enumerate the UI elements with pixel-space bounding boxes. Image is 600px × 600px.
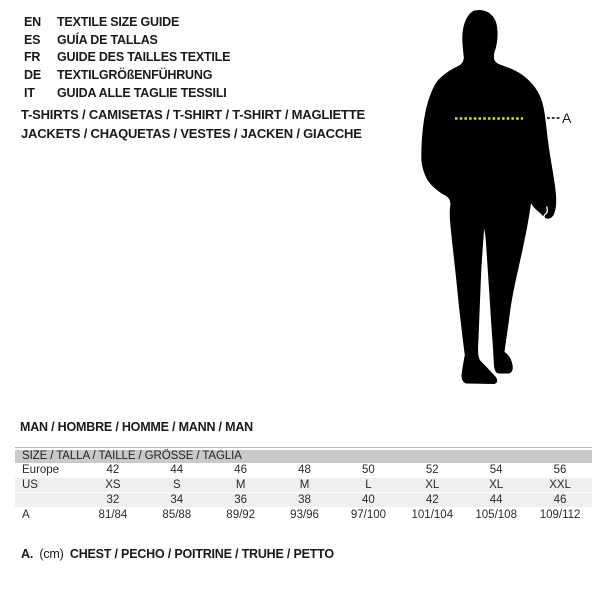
language-code: EN bbox=[24, 14, 41, 29]
category-line: T-SHIRTS / CAMISETAS / T-SHIRT / T-SHIRT / MAGLIETTE bbox=[21, 107, 365, 122]
footnote-text: CHEST / PECHO / POITRINE / TRUHE / PETTO bbox=[69, 547, 334, 561]
category-line: JACKETS / CHAQUETAS / VESTES / JACKEN / GIACCHE bbox=[21, 125, 362, 141]
man-silhouette bbox=[421, 10, 556, 384]
size-value: S bbox=[172, 479, 181, 491]
size-value: 38 bbox=[298, 494, 311, 506]
size-value: 97/100 bbox=[350, 509, 387, 521]
size-value: 40 bbox=[362, 494, 375, 506]
language-code: ES bbox=[24, 32, 41, 47]
footnote-unit: (cm) bbox=[39, 547, 64, 561]
footnote bbox=[21, 547, 334, 561]
row-label: US bbox=[22, 479, 38, 491]
section-title: MAN / HOMBRE / HOMME / MANN / MAN bbox=[20, 420, 253, 434]
size-value: 101/104 bbox=[411, 509, 454, 521]
man-silhouette-figure bbox=[405, 5, 580, 395]
language-row bbox=[24, 13, 230, 31]
size-value: 105/108 bbox=[475, 509, 517, 521]
language-code: DE bbox=[24, 67, 41, 82]
size-value: M bbox=[299, 479, 310, 491]
size-value: 50 bbox=[362, 464, 375, 476]
size-table bbox=[15, 447, 592, 523]
size-value: 32 bbox=[106, 494, 120, 506]
size-value: 52 bbox=[425, 464, 439, 476]
table-top-divider bbox=[15, 447, 592, 448]
language-row bbox=[24, 84, 230, 102]
size-table-row bbox=[15, 463, 592, 478]
size-value: XL bbox=[425, 479, 440, 491]
size-value: 44 bbox=[170, 464, 184, 476]
size-value: 109/112 bbox=[539, 509, 581, 521]
size-value: 54 bbox=[489, 464, 503, 476]
size-value: 93/96 bbox=[290, 509, 319, 521]
size-value: L bbox=[365, 479, 372, 491]
size-table-rows bbox=[15, 463, 592, 523]
size-value: 89/92 bbox=[226, 509, 256, 521]
language-code: IT bbox=[24, 85, 35, 100]
language-label: TEXTILGRÖßENFÜHRUNG bbox=[57, 67, 213, 82]
size-value: 85/88 bbox=[162, 509, 192, 521]
size-value: XXL bbox=[549, 479, 571, 491]
size-value: 46 bbox=[553, 494, 567, 506]
size-value: 34 bbox=[170, 494, 184, 506]
size-value: 48 bbox=[298, 464, 311, 476]
size-value: M bbox=[235, 479, 246, 491]
measure-label-a: A bbox=[562, 110, 572, 126]
language-row bbox=[24, 66, 230, 84]
size-value: 46 bbox=[234, 464, 248, 476]
row-label: Europe bbox=[22, 464, 60, 476]
size-value: XS bbox=[105, 479, 121, 491]
language-row bbox=[24, 31, 230, 49]
language-label: GUIDE DES TAILLES TEXTILE bbox=[57, 50, 231, 65]
size-value: XL bbox=[489, 479, 504, 491]
size-value: 36 bbox=[234, 494, 248, 506]
size-value: 56 bbox=[553, 464, 567, 476]
category-list bbox=[21, 106, 365, 143]
size-value: 44 bbox=[489, 494, 503, 506]
language-label: GUÍA DE TALLAS bbox=[57, 32, 158, 47]
language-row bbox=[24, 48, 230, 66]
size-table-row bbox=[15, 493, 592, 508]
size-value: 42 bbox=[106, 464, 120, 476]
size-value: 81/84 bbox=[98, 509, 128, 521]
language-label: TEXTILE SIZE GUIDE bbox=[57, 14, 180, 29]
size-value: 42 bbox=[425, 494, 439, 506]
size-table-header: SIZE / TALLA / TAILLE / GRÖSSE / TAGLIA bbox=[15, 450, 592, 463]
size-table-row bbox=[15, 508, 592, 523]
language-label: GUIDA ALLE TAGLIE TESSILI bbox=[57, 85, 227, 100]
size-table-row bbox=[15, 478, 592, 493]
language-code: FR bbox=[24, 50, 41, 65]
row-label: A bbox=[22, 509, 30, 521]
language-list bbox=[24, 13, 230, 101]
footnote-prefix: A. bbox=[21, 547, 34, 561]
